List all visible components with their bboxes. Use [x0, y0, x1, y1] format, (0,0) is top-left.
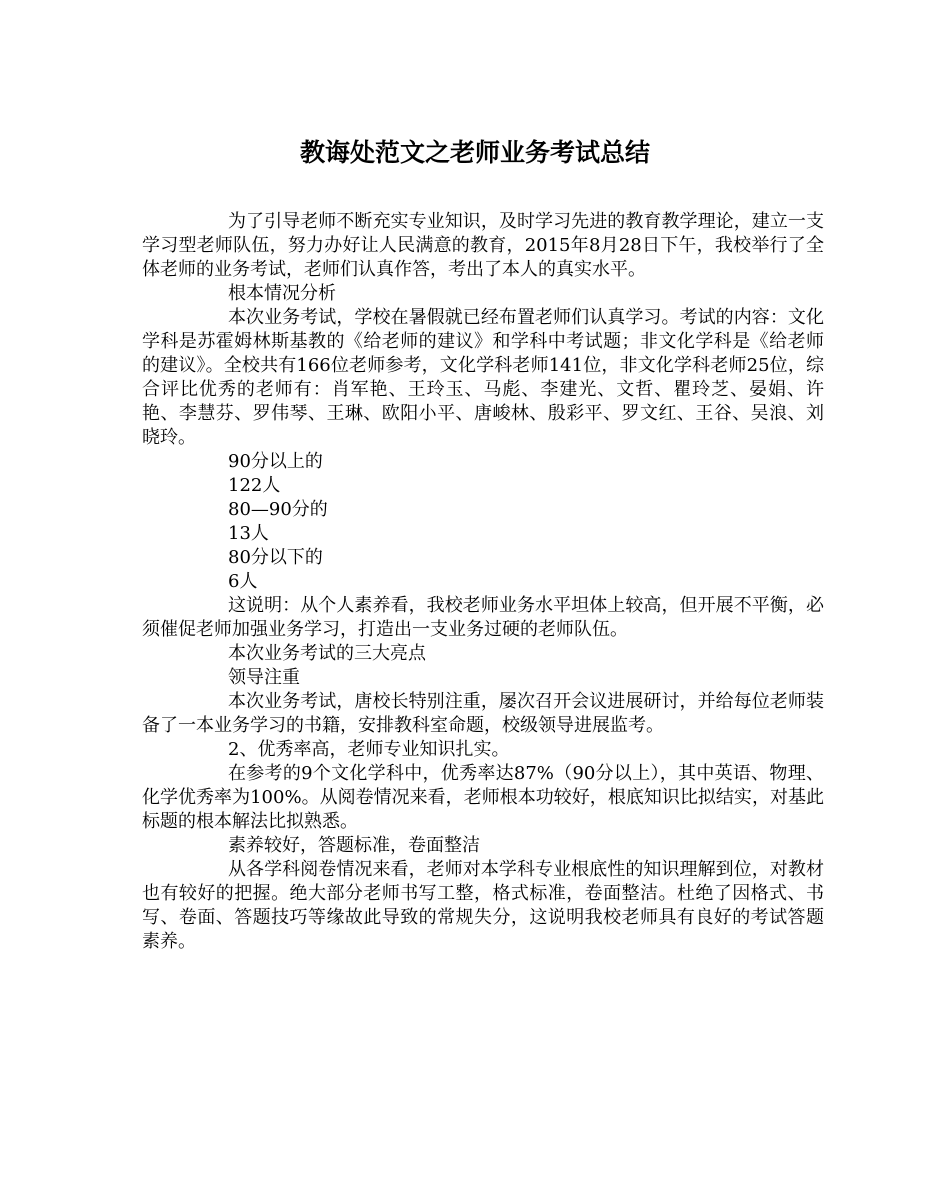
excellence-rate-paragraph: 在参考的9个文化学科中，优秀率达87%（90分以上），其中英语、物理、化学优秀率为100%。从阅卷情况来看，老师根本功较好，根底知识比拟结实，对基此标题的根本解法比拟熟悉。: [142, 763, 824, 832]
score-band-label-above-90: 90分以上的: [228, 451, 323, 472]
score-band-count-80-90: 13人: [228, 523, 269, 544]
document-title: 教诲处范文之老师业务考试总结: [299, 138, 650, 167]
highlight-heading-quality: 素养较好，答题标准，卷面整洁: [228, 835, 480, 856]
highlight-heading-excellence-rate: 2、优秀率高，老师专业知识扎实。: [228, 739, 510, 760]
score-band-count-below-80: 6人: [228, 571, 258, 592]
score-band-count-above-90: 122人: [228, 475, 281, 496]
score-band-label-80-90: 80—90分的: [228, 499, 328, 520]
score-band-label-below-80: 80分以下的: [228, 547, 323, 568]
document-body: [142, 210, 824, 954]
quality-paragraph: 从各学科阅卷情况来看，老师对本学科专业根底性的知识理解到位，对教材也有较好的把握。绝大部分老师书写工整，格式标准，卷面整洁。杜绝了因格式、书写、卷面、答题技巧等缘故此导致的常规失分，这说明我校老师具有良好的考试答题素养。: [142, 859, 824, 952]
highlight-heading-leadership: 领导注重: [228, 667, 300, 688]
exam-overview-paragraph: 本次业务考试，学校在暑假就已经布置老师们认真学习。考试的内容：文化学科是苏霍姆林斯基教的《给老师的建议》和学科中考试题；非文化学科是《给老师的建议》。全校共有166位老师参考，文化学科老师141位，非文化学科老师25位，综合评比优秀的老师有：肖军艳、王玲玉、马彪、李建光、文哲、瞿玲芝、晏娟、许艳、李慧芬、罗伟琴、王琳、欧阳小平、唐峻林、殷彩平、罗文红、王谷、吴浪、刘晓玲。: [142, 307, 824, 448]
intro-paragraph: 为了引导老师不断充实专业知识，及时学习先进的教育教学理论，建立一支学习型老师队伍，努力办好让人民满意的教育，2015年8月28日下午，我校举行了全体老师的业务考试，老师们认真作答，考出了本人的真实水平。: [142, 211, 824, 280]
leadership-paragraph: 本次业务考试，唐校长特别注重，屡次召开会议进展研讨，并给每位老师装备了一本业务学习的书籍，安排教科室命题，校级领导进展监考。: [142, 691, 824, 736]
section-heading-highlights: 本次业务考试的三大亮点: [228, 643, 426, 664]
analysis-conclusion-paragraph: 这说明：从个人素养看，我校老师业务水平坦体上较高，但开展不平衡，必须催促老师加强业务学习，打造出一支业务过硬的老师队伍。: [142, 595, 824, 640]
section-heading-basic-analysis: 根本情况分析: [228, 283, 336, 304]
